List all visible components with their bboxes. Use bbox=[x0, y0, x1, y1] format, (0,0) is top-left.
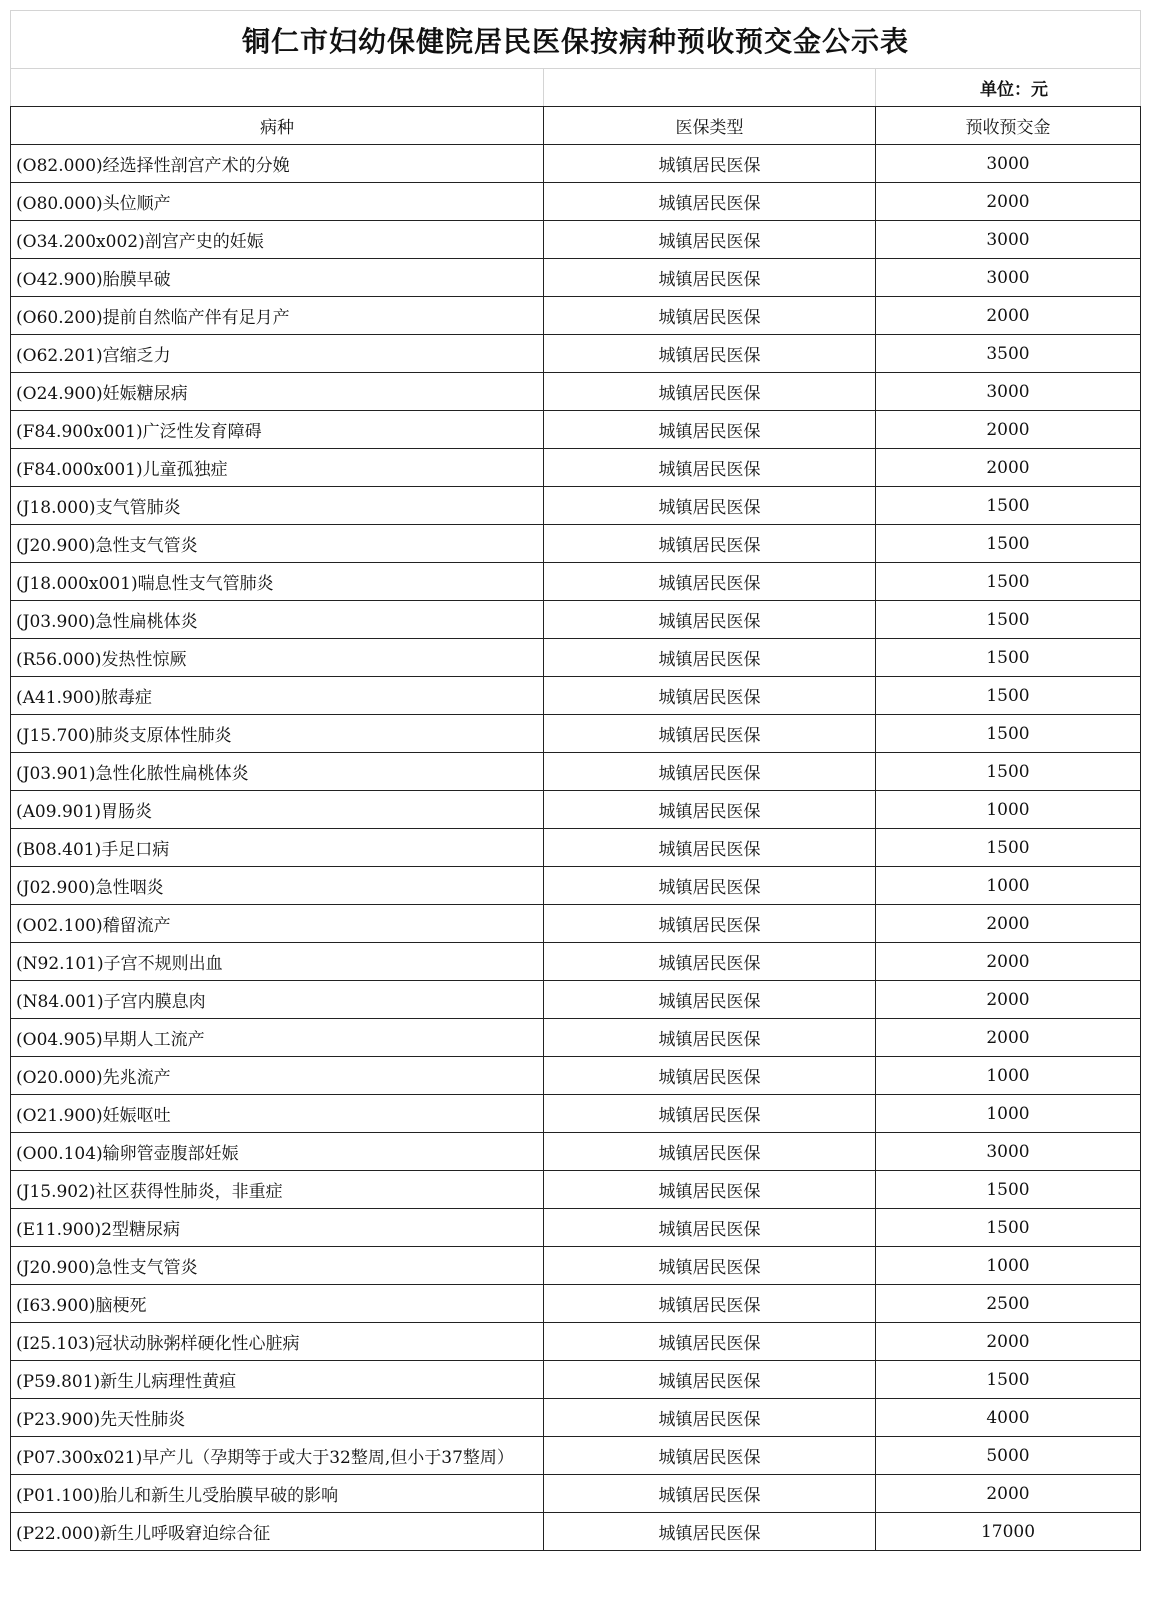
disease-cell: (P23.900)先天性肺炎 bbox=[11, 1399, 544, 1437]
disease-cell: (P01.100)胎儿和新生儿受胎膜早破的影响 bbox=[11, 1475, 544, 1513]
deposit-cell: 2000 bbox=[876, 183, 1141, 221]
table-row bbox=[11, 145, 1141, 183]
insurance-type-cell: 城镇居民医保 bbox=[544, 1437, 876, 1475]
disease-cell: (J18.000)支气管肺炎 bbox=[11, 487, 544, 525]
table-row bbox=[11, 259, 1141, 297]
table-row bbox=[11, 829, 1141, 867]
disease-cell: (J20.900)急性支气管炎 bbox=[11, 525, 544, 563]
deposit-cell: 1500 bbox=[876, 1361, 1141, 1399]
table-row bbox=[11, 411, 1141, 449]
insurance-type-cell: 城镇居民医保 bbox=[544, 145, 876, 183]
disease-cell: (A09.901)胃肠炎 bbox=[11, 791, 544, 829]
deposit-cell: 3000 bbox=[876, 145, 1141, 183]
table-row bbox=[11, 1057, 1141, 1095]
deposit-cell: 1000 bbox=[876, 1057, 1141, 1095]
insurance-type-cell: 城镇居民医保 bbox=[544, 1513, 876, 1551]
header-deposit: 预收预交金 bbox=[876, 107, 1141, 145]
table-row bbox=[11, 1019, 1141, 1057]
spreadsheet bbox=[10, 10, 1140, 1551]
disease-cell: (J03.901)急性化脓性扁桃体炎 bbox=[11, 753, 544, 791]
disease-cell: (O24.900)妊娠糖尿病 bbox=[11, 373, 544, 411]
deposit-cell: 4000 bbox=[876, 1399, 1141, 1437]
deposit-cell: 1500 bbox=[876, 1171, 1141, 1209]
disease-cell: (O04.905)早期人工流产 bbox=[11, 1019, 544, 1057]
deposit-cell: 1000 bbox=[876, 867, 1141, 905]
deposit-cell: 2000 bbox=[876, 1019, 1141, 1057]
disease-cell: (J15.700)肺炎支原体性肺炎 bbox=[11, 715, 544, 753]
insurance-type-cell: 城镇居民医保 bbox=[544, 1209, 876, 1247]
deposit-cell: 3000 bbox=[876, 1133, 1141, 1171]
disease-cell: (O42.900)胎膜早破 bbox=[11, 259, 544, 297]
table-row bbox=[11, 1209, 1141, 1247]
disease-cell: (N92.101)子宫不规则出血 bbox=[11, 943, 544, 981]
table-row bbox=[11, 1095, 1141, 1133]
disease-cell: (J02.900)急性咽炎 bbox=[11, 867, 544, 905]
disease-cell: (B08.401)手足口病 bbox=[11, 829, 544, 867]
insurance-type-cell: 城镇居民医保 bbox=[544, 1057, 876, 1095]
insurance-type-cell: 城镇居民医保 bbox=[544, 335, 876, 373]
disease-cell: (J03.900)急性扁桃体炎 bbox=[11, 601, 544, 639]
deposit-cell: 3000 bbox=[876, 373, 1141, 411]
disease-cell: (O20.000)先兆流产 bbox=[11, 1057, 544, 1095]
table-row bbox=[11, 1285, 1141, 1323]
insurance-type-cell: 城镇居民医保 bbox=[544, 905, 876, 943]
disease-cell: (J18.000x001)喘息性支气管肺炎 bbox=[11, 563, 544, 601]
deposit-cell: 1500 bbox=[876, 563, 1141, 601]
table-row bbox=[11, 715, 1141, 753]
disease-cell: (F84.900x001)广泛性发育障碍 bbox=[11, 411, 544, 449]
table-row bbox=[11, 1399, 1141, 1437]
deposit-cell: 5000 bbox=[876, 1437, 1141, 1475]
deposit-cell: 1500 bbox=[876, 487, 1141, 525]
insurance-type-cell: 城镇居民医保 bbox=[544, 943, 876, 981]
table-row bbox=[11, 601, 1141, 639]
insurance-type-cell: 城镇居民医保 bbox=[544, 1133, 876, 1171]
insurance-type-cell: 城镇居民医保 bbox=[544, 791, 876, 829]
disease-cell: (O21.900)妊娠呕吐 bbox=[11, 1095, 544, 1133]
table-row bbox=[11, 563, 1141, 601]
table-row bbox=[11, 1133, 1141, 1171]
header-insurance-type: 医保类型 bbox=[544, 107, 876, 145]
insurance-type-cell: 城镇居民医保 bbox=[544, 1171, 876, 1209]
deposit-cell: 2500 bbox=[876, 1285, 1141, 1323]
disease-cell: (O00.104)输卵管壶腹部妊娠 bbox=[11, 1133, 544, 1171]
insurance-type-cell: 城镇居民医保 bbox=[544, 1019, 876, 1057]
deposit-cell: 3000 bbox=[876, 221, 1141, 259]
disease-cell: (N84.001)子宫内膜息肉 bbox=[11, 981, 544, 1019]
insurance-type-cell: 城镇居民医保 bbox=[544, 525, 876, 563]
deposit-cell: 1000 bbox=[876, 1095, 1141, 1133]
page-title: 铜仁市妇幼保健院居民医保按病种预收预交金公示表 bbox=[11, 11, 1141, 69]
disease-cell: (J20.900)急性支气管炎 bbox=[11, 1247, 544, 1285]
deposit-cell: 1500 bbox=[876, 829, 1141, 867]
table-row bbox=[11, 373, 1141, 411]
disease-cell: (I25.103)冠状动脉粥样硬化性心脏病 bbox=[11, 1323, 544, 1361]
deposit-cell: 1500 bbox=[876, 677, 1141, 715]
insurance-type-cell: 城镇居民医保 bbox=[544, 1095, 876, 1133]
empty-cell bbox=[11, 69, 544, 107]
deposit-cell: 2000 bbox=[876, 297, 1141, 335]
table-row bbox=[11, 905, 1141, 943]
disease-cell: (O80.000)头位顺产 bbox=[11, 183, 544, 221]
disease-cell: (A41.900)脓毒症 bbox=[11, 677, 544, 715]
disease-cell: (E11.900)2型糖尿病 bbox=[11, 1209, 544, 1247]
table-row bbox=[11, 335, 1141, 373]
table-row bbox=[11, 1437, 1141, 1475]
disease-cell: (O02.100)稽留流产 bbox=[11, 905, 544, 943]
disease-cell: (O62.201)宫缩乏力 bbox=[11, 335, 544, 373]
insurance-type-cell: 城镇居民医保 bbox=[544, 1399, 876, 1437]
disease-cell: (P22.000)新生儿呼吸窘迫综合征 bbox=[11, 1513, 544, 1551]
table-row bbox=[11, 753, 1141, 791]
table-row bbox=[11, 943, 1141, 981]
deposit-cell: 1500 bbox=[876, 715, 1141, 753]
table-row bbox=[11, 1247, 1141, 1285]
empty-cell bbox=[544, 69, 876, 107]
insurance-type-cell: 城镇居民医保 bbox=[544, 221, 876, 259]
deposit-cell: 1500 bbox=[876, 639, 1141, 677]
table-row bbox=[11, 1513, 1141, 1551]
insurance-type-cell: 城镇居民医保 bbox=[544, 1323, 876, 1361]
table-row bbox=[11, 1171, 1141, 1209]
disease-cell: (P07.300x021)早产儿（孕期等于或大于32整周,但小于37整周） bbox=[11, 1437, 544, 1475]
insurance-type-cell: 城镇居民医保 bbox=[544, 1285, 876, 1323]
insurance-type-cell: 城镇居民医保 bbox=[544, 867, 876, 905]
table-row bbox=[11, 639, 1141, 677]
deposit-cell: 2000 bbox=[876, 449, 1141, 487]
table-row bbox=[11, 1323, 1141, 1361]
insurance-type-cell: 城镇居民医保 bbox=[544, 639, 876, 677]
deposit-cell: 1500 bbox=[876, 601, 1141, 639]
deposit-cell: 2000 bbox=[876, 1475, 1141, 1513]
table-row bbox=[11, 183, 1141, 221]
insurance-type-cell: 城镇居民医保 bbox=[544, 259, 876, 297]
insurance-type-cell: 城镇居民医保 bbox=[544, 1247, 876, 1285]
insurance-type-cell: 城镇居民医保 bbox=[544, 411, 876, 449]
deposit-cell: 2000 bbox=[876, 1323, 1141, 1361]
deposit-cell: 3500 bbox=[876, 335, 1141, 373]
deposit-cell: 2000 bbox=[876, 981, 1141, 1019]
insurance-type-cell: 城镇居民医保 bbox=[544, 297, 876, 335]
table-row bbox=[11, 449, 1141, 487]
table-row bbox=[11, 221, 1141, 259]
table-row bbox=[11, 297, 1141, 335]
deposit-table bbox=[10, 10, 1141, 1551]
deposit-cell: 2000 bbox=[876, 943, 1141, 981]
table-row bbox=[11, 1475, 1141, 1513]
deposit-cell: 2000 bbox=[876, 411, 1141, 449]
table-row bbox=[11, 487, 1141, 525]
insurance-type-cell: 城镇居民医保 bbox=[544, 487, 876, 525]
unit-label: 单位：元 bbox=[876, 69, 1141, 107]
deposit-cell: 3000 bbox=[876, 259, 1141, 297]
disease-cell: (P59.801)新生儿病理性黄疸 bbox=[11, 1361, 544, 1399]
disease-cell: (F84.000x001)儿童孤独症 bbox=[11, 449, 544, 487]
table-row bbox=[11, 677, 1141, 715]
insurance-type-cell: 城镇居民医保 bbox=[544, 981, 876, 1019]
insurance-type-cell: 城镇居民医保 bbox=[544, 601, 876, 639]
disease-cell: (I63.900)脑梗死 bbox=[11, 1285, 544, 1323]
table-row bbox=[11, 981, 1141, 1019]
insurance-type-cell: 城镇居民医保 bbox=[544, 829, 876, 867]
deposit-cell: 17000 bbox=[876, 1513, 1141, 1551]
table-row bbox=[11, 1361, 1141, 1399]
insurance-type-cell: 城镇居民医保 bbox=[544, 563, 876, 601]
header-disease: 病种 bbox=[11, 107, 544, 145]
deposit-cell: 2000 bbox=[876, 905, 1141, 943]
insurance-type-cell: 城镇居民医保 bbox=[544, 1361, 876, 1399]
insurance-type-cell: 城镇居民医保 bbox=[544, 753, 876, 791]
table-row bbox=[11, 867, 1141, 905]
insurance-type-cell: 城镇居民医保 bbox=[544, 1475, 876, 1513]
disease-cell: (J15.902)社区获得性肺炎，非重症 bbox=[11, 1171, 544, 1209]
header-row bbox=[11, 107, 1141, 145]
deposit-cell: 1000 bbox=[876, 791, 1141, 829]
insurance-type-cell: 城镇居民医保 bbox=[544, 715, 876, 753]
insurance-type-cell: 城镇居民医保 bbox=[544, 373, 876, 411]
deposit-cell: 1500 bbox=[876, 525, 1141, 563]
disease-cell: (O60.200)提前自然临产伴有足月产 bbox=[11, 297, 544, 335]
deposit-cell: 1500 bbox=[876, 1209, 1141, 1247]
table-row bbox=[11, 791, 1141, 829]
disease-cell: (O34.200x002)剖宫产史的妊娠 bbox=[11, 221, 544, 259]
disease-cell: (R56.000)发热性惊厥 bbox=[11, 639, 544, 677]
table-row bbox=[11, 525, 1141, 563]
deposit-cell: 1000 bbox=[876, 1247, 1141, 1285]
title-row bbox=[11, 11, 1141, 69]
insurance-type-cell: 城镇居民医保 bbox=[544, 677, 876, 715]
deposit-cell: 1500 bbox=[876, 753, 1141, 791]
insurance-type-cell: 城镇居民医保 bbox=[544, 449, 876, 487]
unit-row bbox=[11, 69, 1141, 107]
insurance-type-cell: 城镇居民医保 bbox=[544, 183, 876, 221]
disease-cell: (O82.000)经选择性剖宫产术的分娩 bbox=[11, 145, 544, 183]
